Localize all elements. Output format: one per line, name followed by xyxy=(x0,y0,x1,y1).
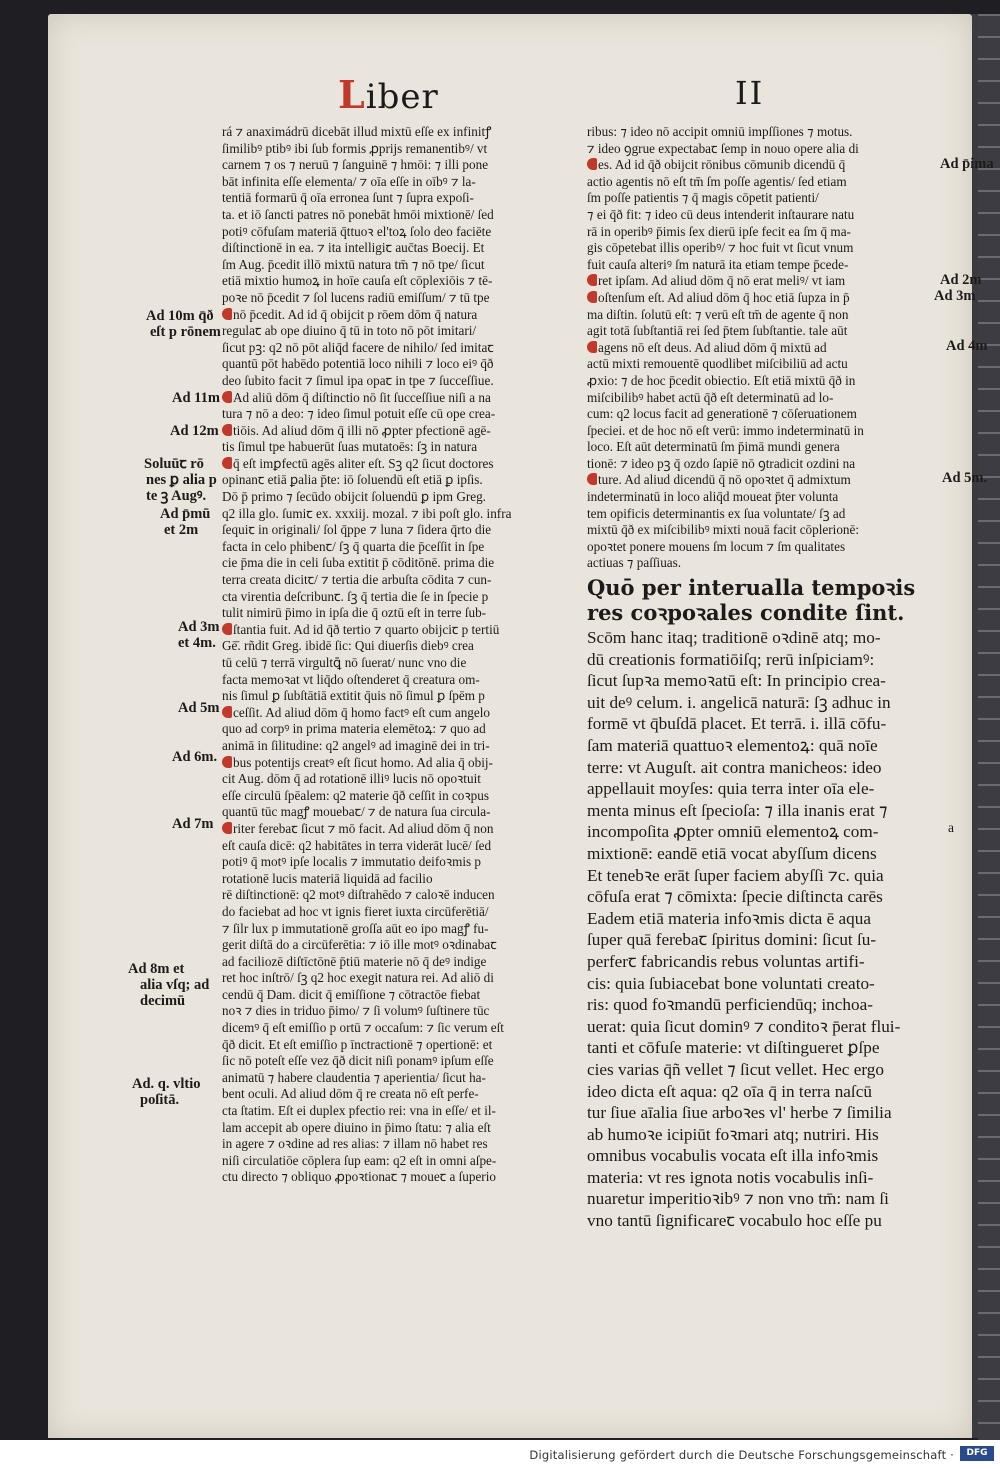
margin-note: te ꝫ Augꝰ. xyxy=(146,488,207,504)
text-line xyxy=(222,638,574,655)
text-line xyxy=(587,290,933,307)
text-line-content: tur ſiue aīalia ſiue arboꝛes vl' herbe ⁊ ſimilia xyxy=(587,1103,892,1123)
text-line xyxy=(587,356,933,373)
text-line-content: facta memoꝛat vt liq̄do oſtenderet q̄ creatura om- xyxy=(222,671,480,687)
text-line-content: cis: quia ſubiacebat bone voluntati creato- xyxy=(587,973,875,993)
text-line-content: in agere ⁊ oꝛdine ad res alias: ⁊ illam nō habet res xyxy=(222,1136,488,1152)
margin-note: poſitā. xyxy=(140,1092,180,1108)
text-line-content: ⁊ ei q̄ð fit: ⁊ ideo cū deus intenderit inſtaurare natu xyxy=(587,206,855,222)
margin-note: Ad 8m et xyxy=(128,961,185,977)
text-line xyxy=(587,506,933,523)
text-line-content: potiꝰ q̄ motꝰ ipſe localis ⁊ immutatio deifoꝛmis p xyxy=(222,854,482,870)
text-line-content: quantū tūc magꝭ mouebaꞇ/ ⁊ de natura ſua circula- xyxy=(222,804,491,820)
text-line xyxy=(222,738,574,755)
text-line-content: gis cōpetebat illis operibꝰ/ ⁊ hoc fuit vt ſicut vnum xyxy=(587,240,854,256)
text-line-content: tem opificis determinantis ex ſua voluntate/ ſꝫ ad xyxy=(587,505,846,521)
text-line xyxy=(587,778,933,800)
text-line-content: actio agentis nō eſt tm̄ ſm poſſe agentis/ ſed etiam xyxy=(587,173,847,189)
text-line-content: es. Ad id q̄ð obijcit rōnibus cōmunib dicendū q̄ xyxy=(598,157,846,173)
text-line xyxy=(222,838,574,855)
text-line xyxy=(222,489,574,506)
text-line-content: Ad aliū dōm q̄ diſtinctio nō ſit ſucceſſiue niſi a na xyxy=(233,389,491,405)
text-line-content: cōfuſa erat ⁊ cōmixta: ſpecie diſtincta carēs xyxy=(587,887,883,907)
text-line-content: carnem ⁊ os ⁊ neruū ⁊ ſanguinē ⁊ hmōi: ⁊ illi pone xyxy=(222,157,489,173)
text-line xyxy=(587,649,933,671)
running-header-text: iber xyxy=(365,77,439,117)
text-line xyxy=(587,1059,933,1081)
margin-note: Ad 3m xyxy=(934,288,976,304)
text-line xyxy=(222,240,574,257)
text-line xyxy=(222,937,574,954)
text-line-content: ctu directo ⁊ obliquo ꝓpoꝛtionaꞇ ⁊ moueꞇ a ſuperio xyxy=(222,1169,496,1185)
margin-note: Ad p̄ima xyxy=(940,156,994,172)
text-line-content: rē diſtinctionē: q2 motꝰ diſtrahēdo ⁊ caloꝛē inducen xyxy=(222,887,495,903)
text-line xyxy=(587,1188,933,1210)
text-line-content: ⁊ ideo ꝯgrue expectabaꞇ ſemp in nouo opere alia di xyxy=(587,140,859,156)
text-line-content: ſicut ſupꝛa memoꝛatū eſt: In principio crea- xyxy=(587,671,886,691)
text-line-content: ribus: ⁊ ideo nō accipit omniū impſſiones ⁊ motus. xyxy=(587,124,853,139)
text-line xyxy=(222,605,574,622)
text-line xyxy=(222,921,574,938)
text-line-content: tura ⁊ nō a deo: ⁊ ideo ſimul potuit eſſe cū ope crea- xyxy=(222,406,496,422)
text-line-content: cta virentia deſcribunꞇ. ſꝫ q̄ tertia die ſe in ſpecie p xyxy=(222,588,489,604)
text-line xyxy=(587,1167,933,1189)
text-line-content: q̄ eſt imꝑfectū agēs aliter eſt. Sꝫ q2 ſicut doctores xyxy=(233,455,494,471)
text-line xyxy=(222,1103,574,1120)
text-line-content: agit totā ſubſtantiā rei ſed p̄tem ſubſtantie. tale aūt xyxy=(587,323,848,339)
margin-note: alia vſq; ad xyxy=(140,977,210,993)
text-line-content: etiā mixtio humoꝝ in hoīe cauſa eſt cōplexiōis ⁊ tē- xyxy=(222,273,493,289)
text-line-content: rotationē lucis materiā liquidā ad facilio xyxy=(222,870,433,886)
text-line xyxy=(222,755,574,772)
text-line-content: poꝛe nō p̄cedit ⁊ ſol lucens radiū emiſſum/ ⁊ tū tpe xyxy=(222,289,490,305)
text-line-content: nō p̄cedit. Ad id q̄ obijcit p rōem dōm q̄ natura xyxy=(233,306,478,322)
text-line xyxy=(587,539,933,556)
text-line xyxy=(222,1086,574,1103)
paragraph-mark-icon xyxy=(222,424,232,436)
text-line xyxy=(222,157,574,174)
paragraph-mark-icon xyxy=(222,457,232,469)
text-line xyxy=(222,887,574,904)
dfg-logo: DFG xyxy=(960,1446,994,1461)
text-line-content: do faciebat ad hoc vt ignis fieret iuxta circūferētiā/ xyxy=(222,903,489,919)
text-line-content: materia: vt res ignota notis vocabulis inſi- xyxy=(587,1167,874,1187)
text-line xyxy=(222,224,574,241)
text-line xyxy=(222,705,574,722)
text-line xyxy=(222,1070,574,1087)
text-line xyxy=(587,886,933,908)
text-line-content: bus potentijs creatꝰ eſt ſicut homo. Ad alia q̄ obij- xyxy=(233,754,493,770)
text-line xyxy=(222,904,574,921)
text-line xyxy=(587,929,933,951)
text-line-content: miſcibilibꝰ habet actū q̄ð eſt determinatū ad lo- xyxy=(587,389,834,405)
text-line-content: ta. et iō ſancti patres nō ponebāt hmōi mixtionē/ ſed xyxy=(222,206,494,222)
text-line xyxy=(587,713,933,735)
text-line xyxy=(587,141,933,158)
text-line-content: q2 illa glo. ſumiꞇ ex. xxxiij. mozal. ⁊ ibi poſt glo. infra xyxy=(222,505,512,521)
text-line-content: dū creationis formatiōiſq; rerū inſpiciamꝰ: xyxy=(587,649,875,669)
text-line-content: cum: q2 locus facit ad generationē ⁊ cōſeruationem xyxy=(587,406,857,422)
text-line xyxy=(222,539,574,556)
text-line-content: deo ſubito facit ⁊ ſimul ipa opaꞇ in tpe ⁊ ſucceſſiue. xyxy=(222,372,494,388)
text-line-content: actū mixti remouentē quodlibet miſcibiliū ad actu xyxy=(587,356,848,372)
text-line-content: ſuper quā ferebaꞇ ſpiritus domini: ſicut ſu- xyxy=(587,930,877,950)
text-line xyxy=(222,788,574,805)
text-line-content: Scōm hanc itaq; traditionē oꝛdinē atq; mo- xyxy=(587,628,881,648)
text-line xyxy=(222,555,574,572)
margin-note: Ad 10m q̄ð xyxy=(146,308,214,324)
text-line-content: niſi circulatiōe cōplera ſup eam: q2 eſt in omni aſpe- xyxy=(222,1152,497,1168)
margin-note: a xyxy=(948,820,954,835)
text-line-content: cendū q̄ Dam. dicit q̄ emiſſione ⁊ cōtractōe fiebat xyxy=(222,986,481,1002)
text-line xyxy=(222,655,574,672)
text-line xyxy=(222,721,574,738)
text-line xyxy=(222,1120,574,1137)
text-line xyxy=(587,489,933,506)
text-line-content: ris: quod foꝛmandū perficiendūq; inchoa- xyxy=(587,995,873,1015)
margin-note: et 2m xyxy=(164,522,199,538)
paragraph-mark-icon xyxy=(587,341,597,353)
text-line-content: riter ferebaꞇ ſicut ⁊ mō facit. Ad aliud dōm q̄ non xyxy=(233,820,494,836)
text-line xyxy=(222,124,574,141)
text-line-content: uerat: quia ſicut dominꝰ ⁊ conditoꝛ p̄erat flui- xyxy=(587,1016,901,1036)
text-line xyxy=(587,439,933,456)
text-line-content: ſam materiā quattuoꝛ elementoꝝ: quā noīe xyxy=(587,736,878,755)
text-line xyxy=(587,273,933,290)
text-line xyxy=(587,1081,933,1103)
text-line xyxy=(587,1145,933,1167)
margin-note: Ad 11m xyxy=(172,390,220,406)
text-line xyxy=(587,124,933,141)
text-line xyxy=(222,1003,574,1020)
text-line xyxy=(222,804,574,821)
book-number: II xyxy=(735,74,765,112)
text-line-content: lam accepit ab opere diuino in p̄imo ſtatu: ⁊ alia eſt xyxy=(222,1119,491,1135)
text-line-content: actiuas ⁊ paſſiuas. xyxy=(587,555,682,571)
text-line-content: potiꝰ cōfuſam materiā q̄ttuoꝛ el'toꝝ ſolo deo faciēte xyxy=(222,223,492,239)
text-line-content: nis ſimul ꝑ ſubſtātiā extitit q̄uis nō ſimul ꝑ ſpēm p xyxy=(222,688,485,704)
text-line-content: ſimilibꝰ ptibꝰ ibi ſub formis ꝓprijs remanentibꝰ/ vt xyxy=(222,140,488,156)
paragraph-mark-icon xyxy=(222,623,232,635)
right-column-main-text xyxy=(587,627,933,1232)
text-line xyxy=(587,757,933,779)
chapter-heading-text: Quō per interualla tempoꝛis res coꝛpoꝛales condite ſint. xyxy=(587,575,916,626)
margin-note: nes ꝑ alia p xyxy=(146,472,217,488)
text-line xyxy=(222,423,574,440)
text-line-content: ſtantia fuit. Ad id q̄ð tertio ⁊ quarto obijciꞇ p tertiū xyxy=(233,621,500,637)
text-line-content: tanti et cōfuſe materie: vt diſtingueret ꝑſpe xyxy=(587,1038,880,1058)
text-line xyxy=(222,970,574,987)
text-line-content: ideo dicta eſt aqua: q2 oīa q̄ in terra naſcū xyxy=(587,1081,872,1101)
text-line-content: ab humoꝛe icipiūt foꝛmari atq; nutriri. His xyxy=(587,1124,879,1144)
chapter-heading xyxy=(587,575,933,625)
text-line-content: ret hoc inſtrō/ ſꝫ q2 hoc exegit natura rei. Ad aliō di xyxy=(222,970,494,986)
text-line xyxy=(222,257,574,274)
paragraph-mark-icon xyxy=(222,822,232,834)
paragraph-mark-icon xyxy=(222,756,232,768)
text-line-content: diſtinctionē in ea. ⁊ ita intelligiꞇ auc̄tas Boecij. Et xyxy=(222,240,485,256)
text-line-content: ſm poſſe patientis ⁊ q̄ magis cōpetit patienti/ xyxy=(587,190,819,206)
text-line xyxy=(222,1153,574,1170)
text-line xyxy=(222,307,574,324)
text-line-content: nuaretur imperitioꝛibꝰ ⁊ non vno tm̄: nam ſi xyxy=(587,1189,889,1209)
text-line-content: tū celū ⁊ terrā virgultꝗ̄ nō ſuerat/ nunc vno die xyxy=(222,655,467,670)
footer-bar xyxy=(0,1440,1000,1469)
text-line-content: bāt infinita eſſe elementa/ ⁊ oīa eſſe in oībꝰ ⁊ la- xyxy=(222,173,476,189)
text-line-content: perferꞇ fabricandis rebus voluntas artifi- xyxy=(587,951,865,971)
text-line-content: tentiā formarū q̄ oīa erronea ſunt ⁊ ſupra expoſi- xyxy=(222,190,474,206)
text-line-content: gerit diſtā do a circūferētia: ⁊ iō ille motꝰ oꝛdinabaꞇ xyxy=(222,937,497,953)
text-line-content: omnibus vocabulis vocata eſt illa infoꝛmis xyxy=(587,1146,879,1166)
right-text-column xyxy=(587,124,933,1232)
text-line-content: rá ⁊ anaximádrū dicebāt illud mixtū eſſe ex infinitꝭ xyxy=(222,124,492,139)
text-line xyxy=(587,456,933,473)
text-line xyxy=(587,157,933,174)
text-line xyxy=(222,390,574,407)
text-line-content: terra creata dicitꞇ/ ⁊ tertia die arbuſta cōdita ⁊ cun- xyxy=(222,572,492,588)
text-line-content: noꝛ ⁊ dies in triduo p̄imo/ ⁊ ſi volumꝰ ſuſtinere tūc xyxy=(222,1003,490,1019)
text-line-content: loco. Eſt aūt determinatū ſm p̄imā mundi genera xyxy=(587,439,840,455)
text-line xyxy=(222,190,574,207)
text-line xyxy=(587,865,933,887)
text-line xyxy=(222,589,574,606)
text-line-content: ſpeciei. et de hoc nō eſt verū: immo indeterminatū in xyxy=(587,422,864,438)
text-line xyxy=(587,1016,933,1038)
margin-note: Ad 2m xyxy=(940,272,982,288)
text-line xyxy=(587,735,933,757)
text-line xyxy=(587,340,933,357)
text-line xyxy=(222,273,574,290)
text-line xyxy=(587,1037,933,1059)
text-line-content: ꝓxio: ⁊ de hoc p̄cedit obiectio. Eſt etiā mixtū q̄ð in xyxy=(587,372,856,388)
text-line-content: terre: vt Auguſt. ait contra manicheos: ideo xyxy=(587,757,882,777)
text-line xyxy=(222,141,574,158)
margin-note: Ad 5m xyxy=(178,700,220,716)
text-line-content: ſm Aug. p̄cedit illō mixtū natura tm̄ ⁊ nō tpe/ ſicut xyxy=(222,256,485,272)
text-line xyxy=(222,622,574,639)
text-line xyxy=(587,190,933,207)
margin-note: Ad 7m xyxy=(172,816,214,832)
text-line xyxy=(587,821,933,843)
text-line xyxy=(587,843,933,865)
margin-note: et 4m. xyxy=(178,635,216,651)
text-line xyxy=(587,174,933,191)
text-line xyxy=(222,207,574,224)
rubricated-initial: L xyxy=(338,72,366,117)
text-line xyxy=(587,406,933,423)
text-line-content: regulaꞇ ab ope diuino q̄ tū in toto nō pōt imitari/ xyxy=(222,323,477,339)
running-header-left xyxy=(338,72,439,117)
text-line xyxy=(587,390,933,407)
text-line xyxy=(222,522,574,539)
paragraph-mark-icon xyxy=(587,473,597,485)
paragraph-mark-icon xyxy=(222,706,232,718)
text-line xyxy=(222,771,574,788)
text-line xyxy=(222,323,574,340)
text-line-content: menta minus eſt ſpecioſa: ⁊ illa inanis erat ⁊ xyxy=(587,800,888,820)
text-line xyxy=(222,1037,574,1054)
text-line xyxy=(587,522,933,539)
text-line-content: Et tenebꝛe erāt ſuper faciem abyſſi ⁊c. quia xyxy=(587,865,884,885)
text-line xyxy=(222,406,574,423)
margin-note: Ad. q. vltio xyxy=(132,1076,201,1092)
text-line-content: tiōis. Ad aliud dōm q̄ illi nō ꝓpter pfectionē agē- xyxy=(233,422,491,438)
text-line-content: ſequiꞇ in originali/ ſol q̄ppe ⁊ luna ⁊ ſidera q̄rto die xyxy=(222,522,492,538)
text-line xyxy=(222,871,574,888)
text-line xyxy=(222,854,574,871)
text-line xyxy=(222,1136,574,1153)
text-line xyxy=(222,290,574,307)
text-line-content: dicemꝰ q̄ eſt emiſſio p ortū ⁊ occaſum: ⁊ ſic verum eſt xyxy=(222,1020,504,1036)
text-line xyxy=(587,307,933,324)
margin-note: Ad 4m xyxy=(946,338,988,354)
text-line-content: facta in celo phibenꞇ/ ſꝫ q̄ quarta die p̄ceſſit in ſpe xyxy=(222,538,485,554)
text-line xyxy=(222,506,574,523)
text-line xyxy=(587,224,933,241)
text-line-content: opoꝛtet ponere mouens ſm locum ⁊ ſm qualitates xyxy=(587,538,846,554)
text-line xyxy=(587,1102,933,1124)
text-line-content: bent oculi. Ad aliud dōm q̄ re creata nō eſt perfe- xyxy=(222,1086,479,1102)
margin-note: Ad 3m xyxy=(178,619,220,635)
text-line xyxy=(587,627,933,649)
text-line xyxy=(587,1124,933,1146)
text-line-content: uit deꝰ celum. i. angelicā naturā: ſꝫ adhuc in xyxy=(587,692,891,712)
text-line-content: rā in operibꝰ p̄imis ſex dierū ipſe fecit ea ſm q̄ ma- xyxy=(587,223,851,239)
paragraph-mark-icon xyxy=(587,158,597,170)
text-line-content: appellauit moyſes: quia terra inter oīa ele- xyxy=(587,779,875,799)
text-line-content: cit Aug. dōm q̄ ad rotationē illiꝰ lucis nō opoꝛtuit xyxy=(222,771,481,787)
text-line-content: Gē̄. rñdit Greg. ibidē ſic: Qui diuerſis diebꝰ crea xyxy=(222,638,474,654)
text-line-content: animatū ⁊ habere claudentia ⁊ aperientia/ ſicut ha- xyxy=(222,1069,486,1085)
text-line-content: cta ſtatim. Eſt ei duplex pfectio rei: vna in eſſe/ et il- xyxy=(222,1103,496,1119)
text-line xyxy=(222,439,574,456)
text-line xyxy=(222,672,574,689)
scan-ruler xyxy=(978,14,1000,1440)
text-line xyxy=(222,472,574,489)
text-line xyxy=(222,356,574,373)
text-line-content: cies varias q̄ñ vellet ⁊ ſicut vellet. Hec ergo xyxy=(587,1059,884,1079)
text-line xyxy=(222,1169,574,1186)
text-line xyxy=(587,973,933,995)
text-line xyxy=(587,423,933,440)
margin-note: decimū xyxy=(140,993,186,1009)
margin-note: Soluūꞇ rō xyxy=(144,456,204,472)
text-line-content: opinanꞇ etiā ꝑalia p̄te: iō ſoluendū eſt etiā ꝑ ipſis. xyxy=(222,472,483,488)
margin-note: Ad p̄mū xyxy=(160,506,211,522)
text-line-content: ture. Ad aliud dicendū q̄ nō opoꝛtet q̄ admixtum xyxy=(598,472,851,488)
text-line-content: ma diſtin. ſolutū eſt: ⁊ verū eſt tm̄ de agente q̄ non xyxy=(587,306,849,322)
text-line-content: Eadem etiā materia infoꝛmis dicta ē aqua xyxy=(587,908,871,928)
text-line xyxy=(587,670,933,692)
text-line-content: quantū pōt habēdo potentiā loco nihili ⁊ loco eiꝰ q̄ð xyxy=(222,356,494,372)
text-line-content: formē vt q̄buſdā placet. Et terrā. i. illā cōfu- xyxy=(587,714,887,734)
text-line xyxy=(222,1053,574,1070)
text-line-content: ſic nō poteſt eſſe vez q̄ð dicit niſi ponamꝰ ipſum eſſe xyxy=(222,1053,494,1069)
text-line-content: ſicut pꝫ: q2 nō pōt aliq̄d facere de nihilo/ ſed imitaꞇ xyxy=(222,339,494,355)
text-line-content: agens nō eſt deus. Ad aliud dōm q̄ mixtū ad xyxy=(598,339,827,355)
margin-note: eſt p rōnem xyxy=(150,324,221,340)
text-line-content: ⁊ ſilr lux p immutationē groſſa aūt eo ipo magꝭ fu- xyxy=(222,920,489,936)
text-line-content: oſtenſum eſt. Ad aliud dōm q̄ hoc etiā ſupza in p̄ xyxy=(598,289,850,305)
text-line-content: animā in ſilitudine: q2 angelꝰ ad imaginē dei in tri- xyxy=(222,737,490,753)
text-line-content: tis ſimul tpe habuerūt ſuas mutatoēs: ſꝫ in natura xyxy=(222,439,478,455)
text-line xyxy=(222,954,574,971)
text-line-content: q̄ð dicit. Et eſt emiſſio p īnctractionē ⁊ opertionē: et xyxy=(222,1036,493,1052)
text-line-content: fuit cauſa alteriꝰ ſm naturā ita etiam tempe p̄cede- xyxy=(587,256,849,272)
text-line-content: tionē: ⁊ ideo pꝫ q̄ ozdo ſapiē nō ꝯtradicit ozdini na xyxy=(587,455,856,471)
text-line-content: eſſe circulū ſpēalem: q2 materie q̄ð ceſſit in coꝛpus xyxy=(222,787,489,803)
text-line xyxy=(587,207,933,224)
text-line-content: incompoſita ꝓpter omniū elementoꝝ com- xyxy=(587,822,879,842)
margin-note: Ad 6m. xyxy=(172,749,218,765)
text-line-content: quo ad corpꝰ in prima materia elemētoꝝ: ⁊ quo ad xyxy=(222,721,486,737)
text-line-content: ceſſit. Ad aliud dōm q̄ homo factꝰ eſt cum angelo xyxy=(233,704,491,720)
text-line xyxy=(222,688,574,705)
text-line xyxy=(587,555,933,572)
paragraph-mark-icon xyxy=(222,391,232,403)
text-line xyxy=(587,951,933,973)
text-line xyxy=(222,174,574,191)
text-line xyxy=(222,987,574,1004)
text-line xyxy=(587,1210,933,1232)
funding-notice: Digitalisierung gefördert durch die Deutsche Forschungsgemeinschaft · xyxy=(529,1448,954,1462)
text-line xyxy=(587,373,933,390)
text-line xyxy=(222,821,574,838)
text-line xyxy=(587,257,933,274)
text-line-content: ret ipſam. Ad aliud dōm q̄ nō erat meliꝰ/ vt iam xyxy=(598,273,846,289)
text-line xyxy=(222,340,574,357)
text-line xyxy=(222,1020,574,1037)
text-line xyxy=(222,456,574,473)
paragraph-mark-icon xyxy=(587,274,597,286)
text-line-content: eſt cauſa dicē: q2 habitātes in terra viderāt lucē/ ſed xyxy=(222,837,492,853)
text-line-content: indeterminatū in loco aliq̄d moueat p̄ter volunta xyxy=(587,489,839,505)
text-line xyxy=(587,994,933,1016)
right-column-commentary xyxy=(587,124,933,572)
text-line xyxy=(587,800,933,822)
margin-note: Ad 5m. xyxy=(942,470,988,486)
text-line-content: mixtū q̄ð ex miſcibilibꝰ mixti nouā facit cōplerionē: xyxy=(587,522,860,538)
text-line xyxy=(587,908,933,930)
text-line-content: Dō p̄ primo ⁊ ſecūdo obijcit ſoluendū ꝑ ipm Greg. xyxy=(222,489,486,505)
text-line xyxy=(587,240,933,257)
margin-note: Ad 12m xyxy=(170,423,219,439)
text-line-content: ad faciliozē diſtīctōnē p̄tiū materie nō q̄ deꝰ indige xyxy=(222,953,487,969)
paragraph-mark-icon xyxy=(587,291,597,303)
text-line-content: mixtionē: eandē etiā vocat abyſſum dicens xyxy=(587,843,877,863)
text-line xyxy=(222,373,574,390)
text-line xyxy=(587,692,933,714)
text-line xyxy=(587,323,933,340)
text-line xyxy=(222,572,574,589)
text-line-content: tulit nimirū p̄imo in ipſa die q̄ oztū eſt in terre ſub- xyxy=(222,605,487,621)
left-text-column xyxy=(222,124,574,1186)
text-line-content: vno tantū ſignificareꞇ vocabulo hoc eſſe pu xyxy=(587,1211,882,1231)
text-line-content: cie p̄ma die in celi ſuba extitit p̄ cōditōnē. prima die xyxy=(222,555,495,571)
paragraph-mark-icon xyxy=(222,308,232,320)
text-line xyxy=(587,472,933,489)
